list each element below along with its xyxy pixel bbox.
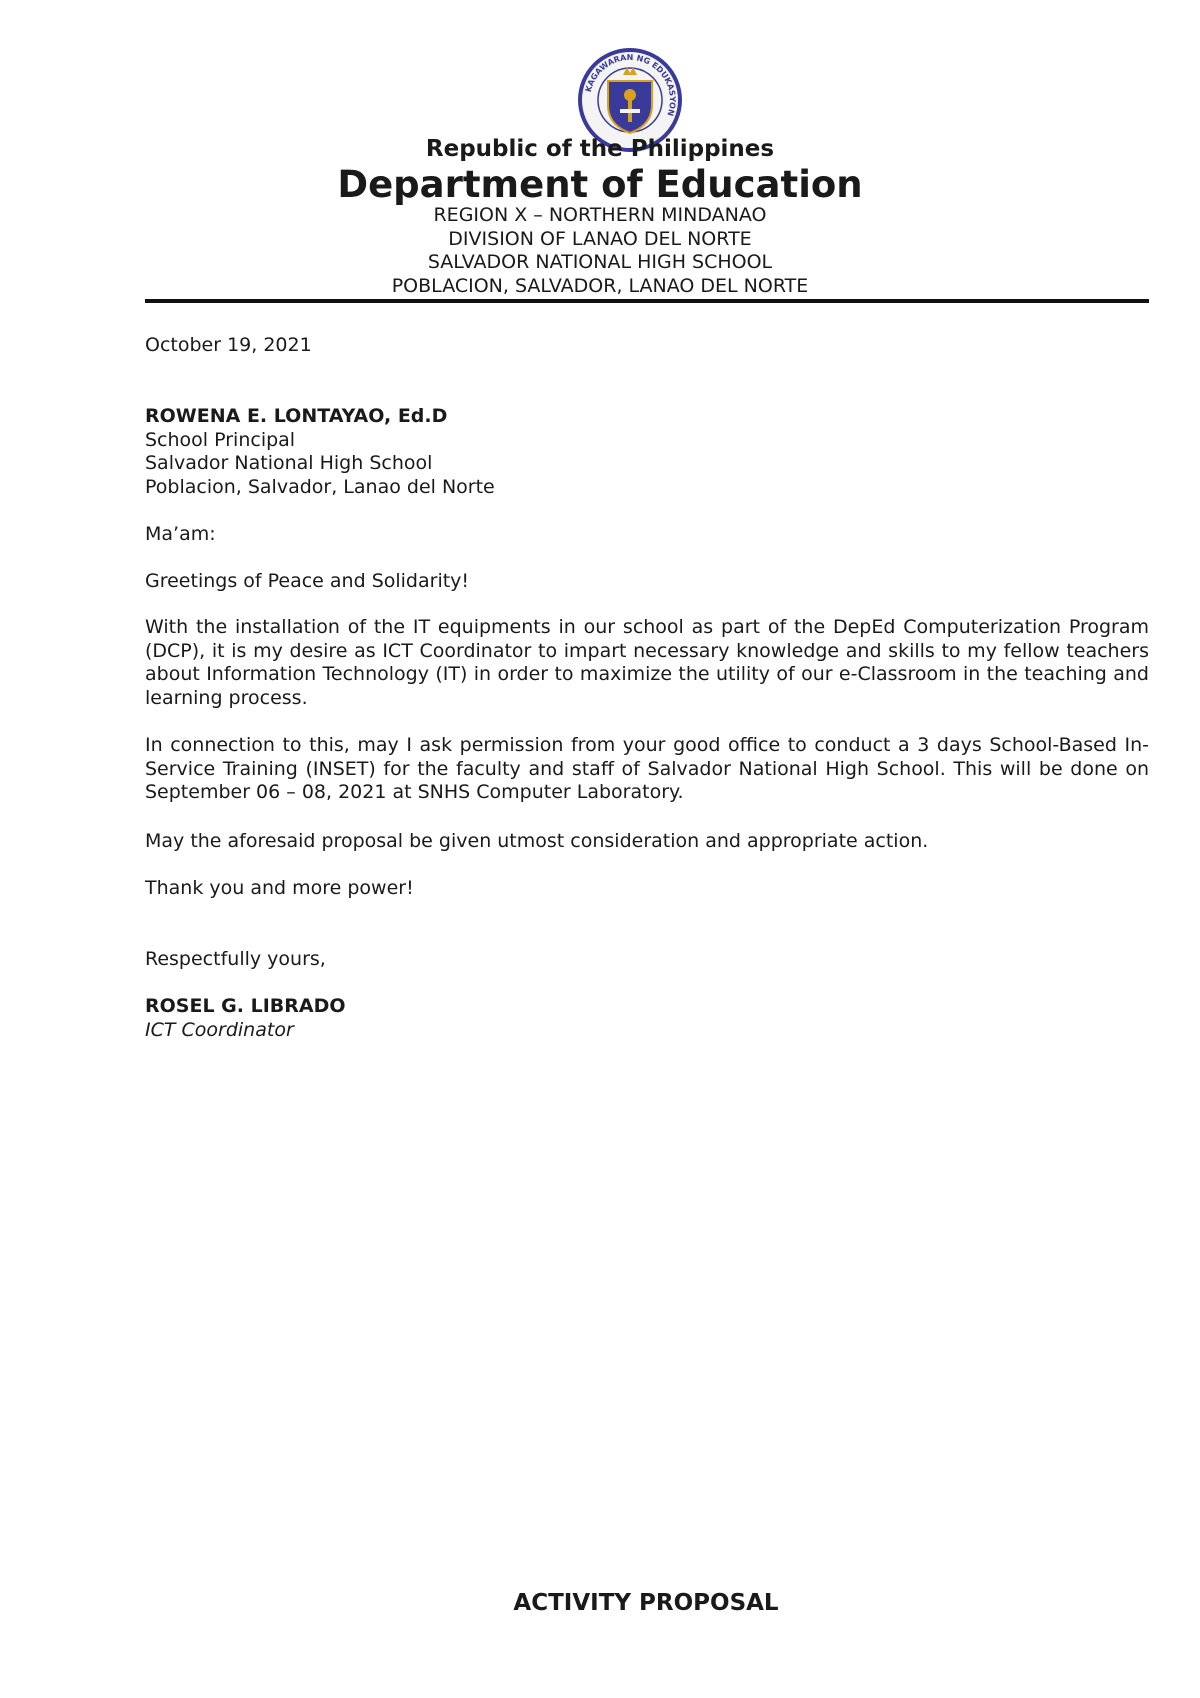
closing: Respectfully yours, — [145, 948, 326, 970]
recipient-school: Salvador National High School — [145, 452, 433, 474]
division-line: DIVISION OF LANAO DEL NORTE — [448, 228, 752, 250]
region-line: REGION X – NORTHERN MINDANAO — [433, 204, 767, 226]
recipient-address: Poblacion, Salvador, Lanao del Norte — [145, 476, 495, 498]
body-paragraph-1: With the installation of the IT equipments in our school as part of the DepEd Computerization Program (DCP), it is my desire as ICT Coordinator to impart necessary knowledge and skills to my fellow teachers about Information Technology (IT) in order to maximize the utility of our e-Classroom in the teaching and learning process. — [145, 616, 1149, 709]
body-paragraph-2: In connection to this, may I ask permission from your good office to conduct a 3 days School-Based In-Service Training (INSET) for the faculty and staff of Salvador National High School. This will be done on September 06 – 08, 2021 at SNHS Computer Laboratory. — [145, 734, 1149, 804]
letter-date: October 19, 2021 — [145, 334, 312, 356]
republic-heading: Republic of the Philippines — [425, 136, 775, 162]
recipient-name: ROWENA E. LONTAYAO, Ed.D — [145, 405, 448, 427]
request-line: May the aforesaid proposal be given utmost consideration and appropriate action. — [145, 830, 929, 852]
thanks-line: Thank you and more power! — [145, 877, 414, 899]
school-line: SALVADOR NATIONAL HIGH SCHOOL — [427, 251, 773, 273]
greeting: Greetings of Peace and Solidarity! — [145, 570, 470, 592]
header-divider — [145, 299, 1149, 303]
signatory-title: ICT Coordinator — [145, 1019, 294, 1041]
recipient-position: School Principal — [145, 429, 296, 451]
salutation: Ma’am: — [145, 523, 216, 545]
torch-flame-icon — [624, 89, 636, 101]
department-title: Department of Education — [337, 163, 863, 206]
seal-text: KAGAWARAN NG EDUKASYON — [583, 52, 678, 118]
activity-proposal-title: ACTIVITY PROPOSAL — [513, 1590, 779, 1616]
signatory-name: ROSEL G. LIBRADO — [145, 995, 346, 1017]
address-line: POBLACION, SALVADOR, LANAO DEL NORTE — [391, 275, 809, 297]
